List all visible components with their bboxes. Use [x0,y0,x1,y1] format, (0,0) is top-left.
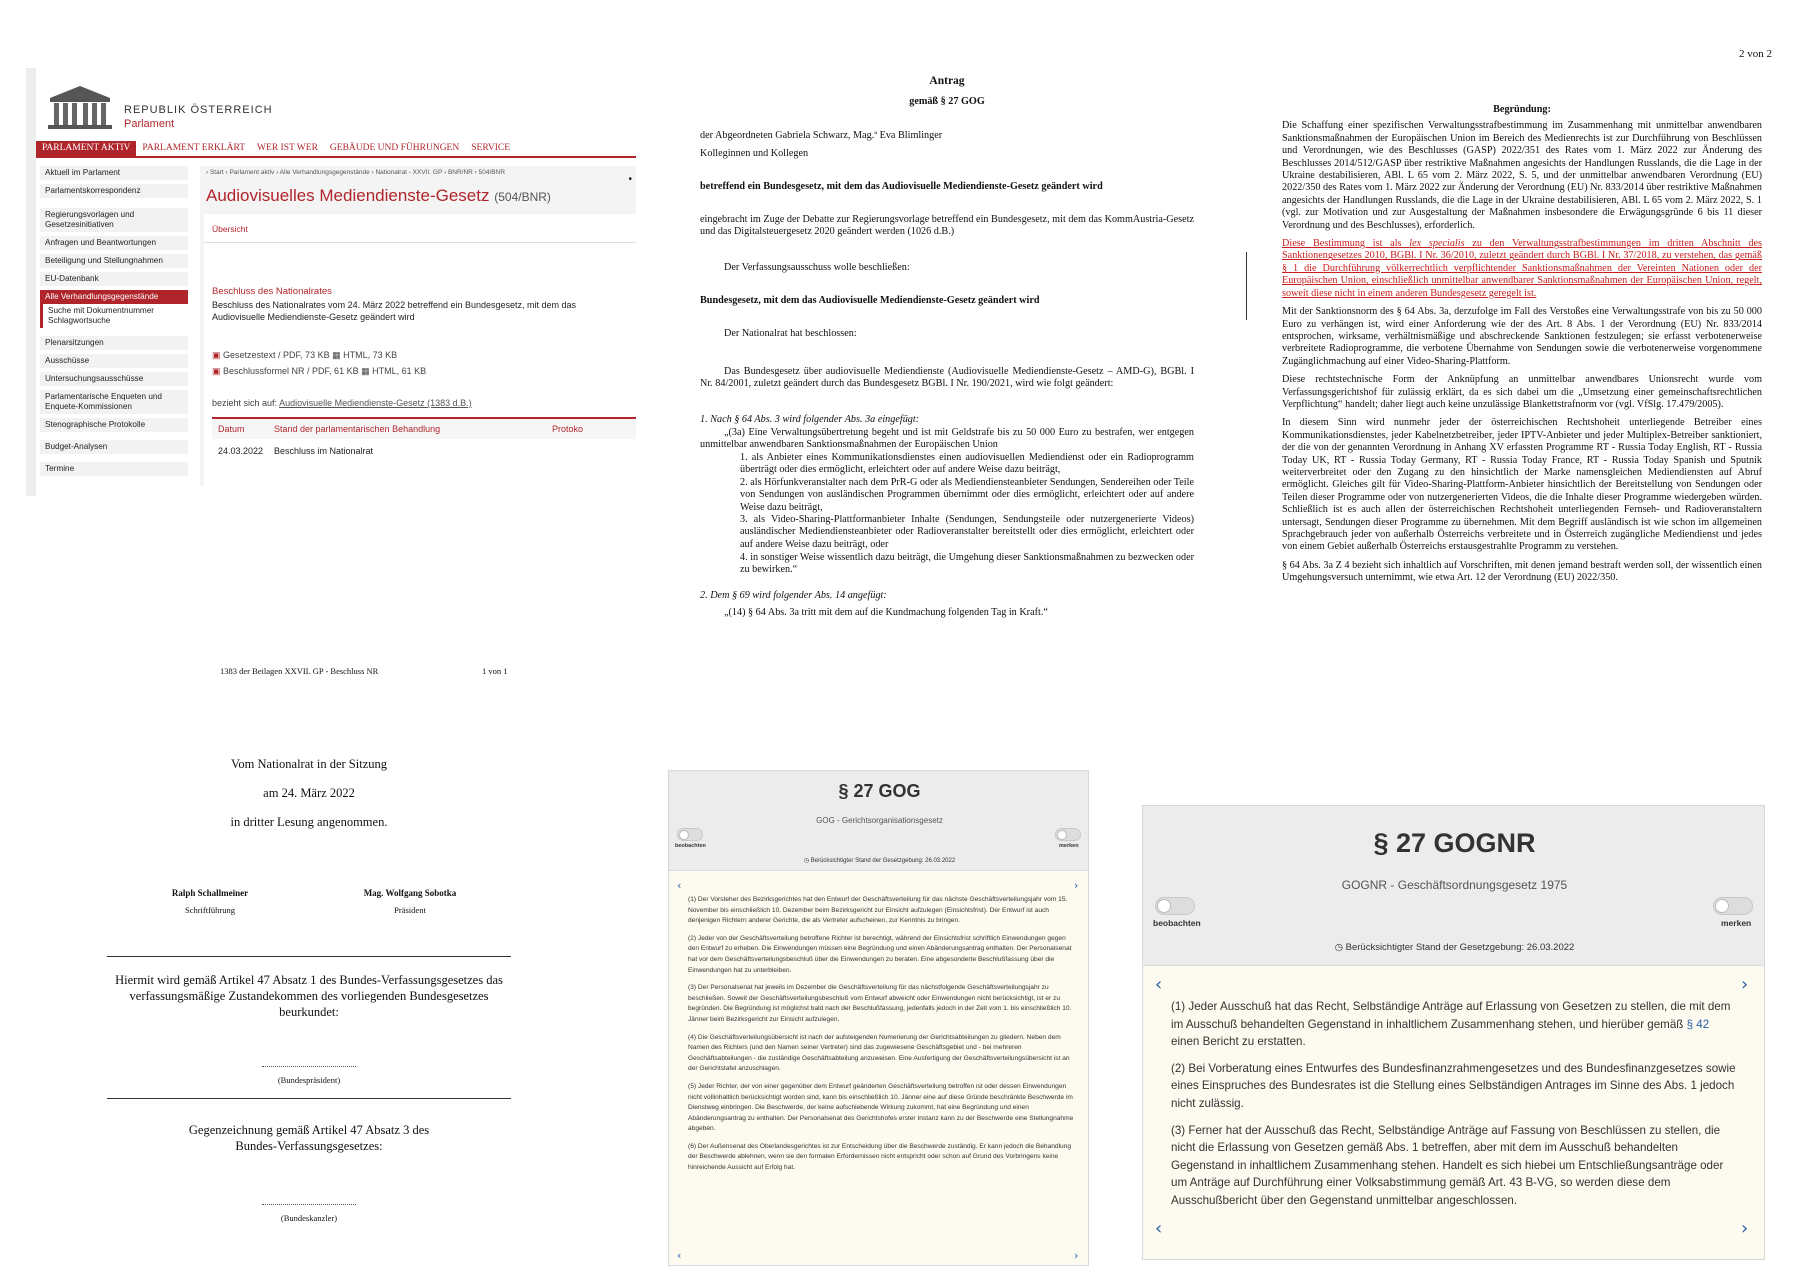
begruendung-paragraph: Mit der Sanktionsnorm des § 64 Abs. 3a, derzufolge im Fall des Verstoßes eine Verwaltungsstrafe von bis zu 50 000 Euro zu verhängen ist, wird einer Anforderung wie der des Art. 8 Abs. 1 der Verordnung (EU) Nr. 833/2014 entsprochen, wirksame, verhältnismäßige und abschreckende Sanktionen festzulegen; sie erfasst verbotenerweise verbreitete Radioprogramme, die verbotene Übernahme von Sendungen sowie die verbotenerweise vorgenommene Zugänglichmachung auf einer Video-Sharing-Plattform. [1282,306,1762,367]
sidebar-item[interactable]: Ausschüsse [40,354,188,368]
logo-text-parlament: Parlament [124,118,175,130]
table-row: 24.03.2022 Beschluss im Nationalrat [218,446,374,456]
signature-2-role: Präsident [394,905,426,915]
beschluss-line1: Vom Nationalrat in der Sitzung [231,757,387,771]
document-link-gesetzestext[interactable]: ▣ Gesetzestext / PDF, 73 KB ▦ HTML, 73 KB [212,350,398,360]
antrag-abs3a: „(3a) Eine Verwaltungsübertretung begeht und ist mit Geldstrafe bis zu 50 000 Euro zu bestrafen, wer entgegen unmittelbar anwendbaren Sanktionsmaßnahmen der Europäischen Union [700,427,1194,451]
gog-paragraph: (2) Jeder von der Geschäftsverteilung betroffene Richter ist berechtigt, während der Einsichtsfrist schriftlich Einwendungen gegen den Entwurf zu erheben. Die Einwendungen müssen eine Begründung und einen Abänderungsantrag enthalten. Der Personalsenat hat vor dem Geschäftsverteilungsbeschluß über die Einwendungen zu beraten. Eine abgesonderte Beschlußfassung über die Einwendungen hat zu unterbleiben. [688,934,1072,974]
breadcrumb[interactable]: › Start › Parlament aktiv › Alle Verhandlungsgegenstände › Nationalrat - XXVII. GP › BNR/NR › 504/BNR [206,169,506,176]
beschluss-line2: am 24. März 2022 [263,786,355,800]
section-link[interactable]: § 42 [1686,1017,1710,1031]
chevron-left-icon[interactable]: ‹ [1155,974,1163,995]
pdf-icon: ▣ [212,366,221,376]
nav-wer-ist-wer[interactable]: WER IST WER [257,143,318,153]
merken-toggle[interactable] [1713,897,1753,915]
sidebar-item[interactable]: Parlamentarische Enqueten und Enquete-Kommissionen [40,390,188,414]
nav-gebaeude[interactable]: GEBÄUDE UND FÜHRUNGEN [329,143,460,153]
detail-card [204,214,636,486]
logo-text-republic: REPUBLIK ÖSTERREICH [124,104,273,116]
gognr-paragraph: (1) Jeder Ausschuß hat das Recht, Selbständige Anträge auf Erlassung von Gesetzen zu stellen, die mit dem im Ausschuß behandelten Gegenstand in inhaltlichem Zusammenhang stehen, und hierüber gemäß § 42 einen Bericht zu erstatten. [1171,1000,1731,1049]
antrag-point2: 2. Dem § 69 wird folgender Abs. 14 angefügt: [700,590,887,601]
antrag-nationalrat: Der Nationalrat hat beschlossen: [724,328,857,339]
antrag-from2: Kolleginnen und Kollegen [700,148,809,159]
beschluss-header-right: 1 von 1 [482,666,508,676]
gognr-title: § 27 GOGNR [1373,828,1536,858]
beschluss-line3: in dritter Lesung angenommen. [230,815,388,829]
signature-1-role: Schriftführung [184,905,236,915]
html-icon: ▦ [361,366,370,376]
signature-2-name: Mag. Wolfgang Sobotka [363,888,457,898]
antrag-betreffend: betreffend ein Bundesgesetz, mit dem das Audiovisuelle Mediendienste-Gesetz geändert wird [700,181,1103,192]
beobachten-toggle[interactable] [1155,897,1195,915]
antrag-item: 1. als Anbieter eines Kommunikationsdienstes einen audiovisuellen Mediendienst oder ein Radioprogramm überträgt oder dies ermöglicht, erleichtert oder auf andere Weise dazu beiträgt, [740,452,1194,476]
chevron-right-icon[interactable]: › [1741,1218,1749,1239]
nav-parlament-aktiv[interactable]: PARLAMENT AKTIV [36,141,136,156]
sidebar [40,166,188,480]
gog-subtitle: GOG - Gerichtsorganisationsgesetz [816,816,943,825]
stand-line: ◷ Berücksichtigter Stand der Gesetzgebung: 26.03.2022 [803,858,956,864]
sidebar-item[interactable]: Stenographische Protokolle [40,418,188,432]
beobachten-toggle[interactable] [677,828,703,841]
sidebar-item[interactable]: Aktuell im Parlament [40,166,188,180]
merken-label: merken [1059,843,1079,849]
gog-paragraph: (6) Der Außensenat des Oberlandesgerichtes ist zur Entscheidung über die Beschwerde zuständig. Er kann jedoch die Behandlung der Beschwerde ablehnen, wenn sie den formalen Erfordernissen nicht entspricht oder schon auf Grund des Vorbringens keine hinreichende Aussicht auf Erfolg hat. [688,1142,1072,1172]
page-number: 2 von 2 [1739,48,1772,60]
chevron-left-icon[interactable]: ‹ [677,1249,682,1262]
sidebar-item[interactable]: Parlamentskorrespondenz [40,184,188,198]
bundespraesident-label: (Bundespräsident) [277,1075,341,1085]
gog-paragraph: (4) Die Geschäftsverteilungsübersicht ist nach der aufsteigenden Numerierung der Gerichtsabteilungen zu gliedern. Neben dem Namen des Richters (und den Namen seiner Vertreter) sind das zugewiesene Geschäftsgebiet und - bei mehreren Geschäftsabteilungen - die zuständige Geschäftsabteilung anzuweisen. Eine Ausfertigung der Geschäftsverteilungsübersicht ist an der Gerichtstafel anzuschlagen. [688,1033,1070,1073]
antrag-item: 4. in sonstiger Weise wissentlich dazu beiträgt, die Umgehung dieser Sanktionsmaßnahmen zu bezwecken oder zu bewirken.“ [740,552,1194,576]
signature-1-name: Ralph Schallmeiner [171,888,249,898]
gog-paragraphs [688,895,1075,1174]
signature-line-dotted [262,1066,356,1067]
divider [107,956,511,957]
antrag-title: Antrag [929,75,965,87]
divider [107,1098,511,1099]
document-link-beschlussformel[interactable]: ▣ Beschlussformel NR / PDF, 61 KB ▦ HTML, 61 KB [212,366,427,376]
gognr-paragraph: (3) Ferner hat der Ausschuß das Recht, Selbständige Anträge auf Fassung von Beschlüssen zu stellen, die nicht die Erlassung von Gesetzen gemäß Abs. 1 betreffen, aber mit dem im Ausschuß behandelten Gegenstand in inhaltlichem Zusammenhang stehen. Handelt es sich hiebei um Entschließungsanträge oder um Anträge auf Durchführung einer Volksabstimmung gemäß Art. 43 B-VG, so werden diese dem Ausschußbericht über den Gegenstand unmittelbar angeschlossen. [1171,1123,1724,1207]
gognr-paragraph: (2) Bei Vorberatung eines Entwurfes des Bundesfinanzrahmengesetzes und des Bundesfinanzgesetzes sowie eines Einspruches des Bundesrates ist die Stellung eines Selbständigen Antrages im Sinne des Abs. 1 jedoch nicht zulässig. [1171,1061,1736,1110]
table-header: Datum Stand der parlamentarischen Behandlung Protoko [212,417,636,439]
parliament-logo-icon [46,84,114,130]
begruendung-document [1282,104,1762,591]
main-content [200,166,636,486]
begruendung-paragraph: Diese rechtstechnische Form der Anknüpfung an unmittelbar anwendbares Unionsrecht wurde vom Verfassungsgerichtshof für zulässig erklärt, da es sich dabei um die „Umsetzung einer gemeinschaftsrechtlichen Verpflichtung“ handelt; daher liegt auch keine unzulässige Blankettstrafnorm vor (vgl. VfSlg. 17.479/2005). [1282,374,1762,410]
chevron-left-icon[interactable]: ‹ [1155,1218,1163,1239]
sidebar-item[interactable]: Beteiligung und Stellungnahmen [40,254,188,268]
gog-paragraph: (1) Der Vorsteher des Bezirksgerichtes hat den Entwurf der Geschäftsverteilung für das nächste Geschäftsverteilungsjahr vom 15. November bis einschließlich 10. Dezember beim Bezirksgericht zur Einsicht aufzulegen (Einsichtsfrist). Der Entwurf ist auch denjenigen Richtern anderer Gerichte, die als Vertreter aufscheinen, zur Kenntnis zu bringen. [688,896,1068,925]
begruendung-paragraph: Die Schaffung einer spezifischen Verwaltungsstrafbestimmung im Zusammenhang mit unmittelbar anwendbaren Sanktionsmaßnahmen der Europäischen Union im Bereich des Medienrechts ist zur Durchführung von Beschlüssen und Verordnungen, wie des Beschlusses (GASP) 2022/351 des Rates vom 1. März 2022 zur Änderung des Beschlusses 2014/512/GASP über restriktive Maßnahmen angesichts der Handlungen Russlands, die die Lage in der Ukraine destabilisieren, ABl. L 65 vom 2. März 2022, S. 5, und der unmittelbar anwendbaren Verordnung (EU) 2022/350 des Rates vom 1. März 2022 zur Änderung der Verordnung (EU) Nr. 833/2014 über restriktive Maßnahmen angesichts der Handlungen Russlands, die die Lage in der Ukraine destabilisieren, ABl. L 65 vom 2. März 2022, S. 1 (vgl. zur Motivation und zur Ausgestaltung der Maßnahmen insbesondere die Erwägungsgründe 6 bis 11 dieser Verordnung und des Beschlusses), erforderlich. [1282,120,1762,231]
antrag-from: der Abgeordneten Gabriela Schwarz, Mag.ª Eva Blimlinger [700,130,943,141]
signature-line-dotted [262,1204,356,1205]
reference-link[interactable]: Audiovisuelle Mediendienste-Gesetz (1383 d.B.) [279,398,472,408]
page-title: Audiovisuelles Mediendienste-Gesetz (504/BNR) [206,186,551,205]
beurkundung-text: Hiermit wird gemäß Artikel 47 Absatz 1 des Bundes-Verfassungsgesetzes das verfassungsmäßige Zustandekommen des vorliegenden Bundesgesetzes beurkundet: [115,973,503,1019]
antrag-gesetz-title: Bundesgesetz, mit dem das Audiovisuelle Mediendienste-Gesetz geändert wird [700,295,1040,306]
gognr-paragraphs [1171,998,1737,1210]
gegenzeichnung-text: Gegenzeichnung gemäß Artikel 47 Absatz 3 des Bundes-Verfassungsgesetzes: [188,1123,430,1153]
beobachten-label: beobachten [675,843,706,849]
chevron-right-icon[interactable]: › [1074,1249,1079,1262]
tab-uebersicht[interactable]: Übersicht [212,224,248,234]
stand-line: ◷ Berücksichtigter Stand der Gesetzgebung: 26.03.2022 [1334,942,1575,953]
sidebar-item[interactable]: EU-Datenbank [40,272,188,286]
gog-paragraph: (5) Jeder Richter, der von einer gegenüber dem Entwurf geänderten Geschäftsverteilung betroffen ist oder dessen Einwendungen nicht vollinhaltlich berücksichtigt worden sind, kann bis einschließlich 10. Jänner eine auf diese Gründe beschränkte Beschwerde im Dienstweg einbringen. Die Beschwerde, der keine aufschiebende Wirkung zukommt, hat eine Begründung und einen Abänderungsantrag zu enthalten. Der Personalsenat des Gerichtshofes erster Instanz kann zu der Beschwerde eine Stellungnahme abgeben. [688,1082,1074,1133]
chevron-right-icon[interactable]: › [1741,974,1749,995]
nav-parlament-erklaert[interactable]: PARLAMENT ERKLÄRT [142,143,246,153]
menu-dot-icon[interactable]: • [628,174,632,185]
sidebar-subitem[interactable]: Suche mit Dokumentnummer Schlagwortsuche [40,304,188,328]
merken-label: merken [1721,918,1752,928]
pdf-icon: ▣ [212,350,221,360]
sidebar-item[interactable]: Termine [40,462,188,476]
clock-icon: ◷ [1334,942,1343,953]
reference-line: bezieht sich auf: Audiovisuelle Mediendienste-Gesetz (1383 d.B.) [212,398,472,408]
gog-paragraph: (3) Der Personalsenat hat jeweils im Dezember die Geschäftsverteilung für das nächstfolgende Geschäftsverteilungsjahr zu beschließen. Soweit der Geschäftsverteilungsbeschluß vom Entwurf abweicht oder Einwendungen nicht berücksichtigt, ist er zu begründen. Die Begründung ist möglichst bald nach der Beschlußfassung, jedenfalls jedoch in der Zeit vom 1. bis einschließlich 10. Jänner beim Bezirksgericht zur Einsicht aufzulegen. [688,984,1072,1023]
sidebar-item[interactable]: Budget-Analysen [40,440,188,454]
antrag-abs14: „(14) § 64 Abs. 3a tritt mit dem auf die Kundmachung folgenden Tag in Kraft.“ [724,607,1048,618]
gog-header [669,771,1089,871]
sidebar-item[interactable]: Regierungsvorlagen und Gesetzesinitiativen [40,208,188,232]
beschluss-label: Beschluss des Nationalrates [212,286,332,297]
merken-toggle[interactable] [1055,828,1081,841]
begruendung-paragraph: In diesem Sinn wird nunmehr jeder der österreichischen Rechtshoheit unterliegende Betreiber eines Kommunikationsdienstes, jeder Kabelnetzbetreiber, jeder IPTV-Anbieter und jeder Multiplex-Betreiber sanktioniert, der die von der genannten Verordnung in Anhang XV erfassten Programme RT - Russia Today English, RT - Russia Today UK, RT - Russia Today Germany, RT - Russia Today France, RT - Russia Today Spanish und Sputnik weiterverbreitet oder den Zugang zu den hinsichtlich der Marke namensgleichen Mediendiensten auf Abruf ermöglicht. Gleiches gilt für Video-Sharing-Plattform-Anbieter hinsichtlich der Bereitstellung von Sendungen oder Teilen dieser Programme oder von nutzergenerierten Videos, die die Inhalte dieser Programme wiedergeben würden. Schließlich ist es auch allen der österreichischen Rechtshoheit unterliegenden Fernseh- und Radioveranstaltern untersagt, Sendungen dieser Programme zu übernehmen. Mit dem Begriff ausländisch ist wie schon im allgemeinen Sprachgebrauch jeder von außerhalb Österreichs verbreitete und in Österreich zugängliche Mediendienst und jedes von einem Gebiet außerhalb Österreichs erstausgestrahlte Programm zu verstehen. [1282,417,1762,553]
gog-title: § 27 GOG [838,781,921,801]
beobachten-label: beobachten [1153,918,1201,928]
antrag-item: 3. als Video-Sharing-Plattformanbieter Inhalte (Sendungen, Sendungsteile oder nutzergenerierte Videos) ausländischer Mediendiensteanbieter oder Radioveranstalter bereitstellt oder dies ermöglicht, erleichtert oder auf andere Weise dazu beiträgt, oder [740,514,1194,550]
gog-panel [668,770,1089,1266]
chevron-right-icon[interactable]: › [1074,879,1079,892]
antrag-eingebracht: eingebracht im Zuge der Debatte zur Regierungsvorlage betreffend ein Bundesgesetz, mit dem das KommAustria-Gesetz und das Digitalsteuergesetz 2020 geändert werden (1026 d.B.) [700,214,1194,238]
sidebar-item[interactable]: Anfragen und Beantwortungen [40,236,188,250]
gognr-header [1143,806,1765,966]
html-icon: ▦ [332,350,341,360]
main-nav [36,141,636,158]
beschluss-text: Beschluss des Nationalrates vom 24. März 2022 betreffend ein Bundesgesetz, mit dem das Audiovisuelle Mediendienste-Gesetz geändert wird [212,300,577,322]
gognr-subtitle: GOGNR - Geschäftsordnungsgesetz 1975 [1341,878,1568,892]
sidebar-item-active[interactable]: Alle Verhandlungsgegenstände [40,290,188,304]
chevron-left-icon[interactable]: ‹ [677,879,682,892]
antrag-ausschuss: Der Verfassungsausschuss wolle beschließen: [724,262,910,273]
sidebar-item[interactable]: Untersuchungsausschüsse [40,372,188,386]
clock-icon: ◷ [803,858,810,864]
antrag-intro: Das Bundesgesetz über audiovisuelle Mediendienste (Audiovisuelle Mediendienste-Gesetz – AMD-G), BGBl. I Nr. 84/2001, zuletzt geändert durch das Bundesgesetz BGBl. I Nr. 190/2021, wird wie folgt geändert: [700,366,1194,390]
begruendung-paragraph: § 64 Abs. 3a Z 4 bezieht sich inhaltlich auf Vorschriften, mit denen jemand bestraft werden soll, der wissentlich einen Umgehungsversuch unternimmt, wie etwa Art. 12 der Verordnung (EU) 2022/350. [1282,559,1762,584]
antrag-item: 2. als Hörfunkveranstalter nach dem PrR-G oder als Mediendiensteanbieter Sendungen, Sendereihen oder Teile von Sendungen von ausländischen Programmen übernimmt oder dies ermöglicht, erleichtert oder auf andere Weise dazu beiträgt, [740,477,1194,513]
nav-service[interactable]: SERVICE [471,143,511,153]
begruendung-title: Begründung: [1493,104,1551,115]
parliament-webpage [26,68,636,496]
begruendung-paragraph-amended: Diese Bestimmung ist als lex specialis zu den Verwaltungsstrafbestimmungen im dritten Abschnitt des Sanktionengesetzes 2010, BGBl. I Nr. 36/2010, zuletzt geändert durch BGBl. I Nr. 37/2018, zu verstehen, das gemäß § 1 die Durchführung völkerrechtlich verpflichtender Sanktionsmaßnahmen der Vereinten Nationen oder der Europäischen Union, einschließlich unmittelbar anwendbarer Sanktionsmaßnahmen der Europäischen Union, regelt, soweit diese nicht in einem anderen Bundesgesetz geregelt ist. [1282,238,1762,299]
antrag-subtitle: gemäß § 27 GOG [909,96,985,107]
sidebar-item[interactable]: Plenarsitzungen [40,336,188,350]
bundeskanzler-label: (Bundeskanzler) [280,1213,338,1223]
antrag-point1: 1. Nach § 64 Abs. 3 wird folgender Abs. 3a eingefügt: [700,414,920,425]
change-bar [1246,252,1247,320]
antrag-document [700,70,1200,630]
beschluss-header-left: 1383 der Beilagen XXVII. GP - Beschluss NR [220,666,379,676]
gognr-panel [1142,805,1765,1260]
